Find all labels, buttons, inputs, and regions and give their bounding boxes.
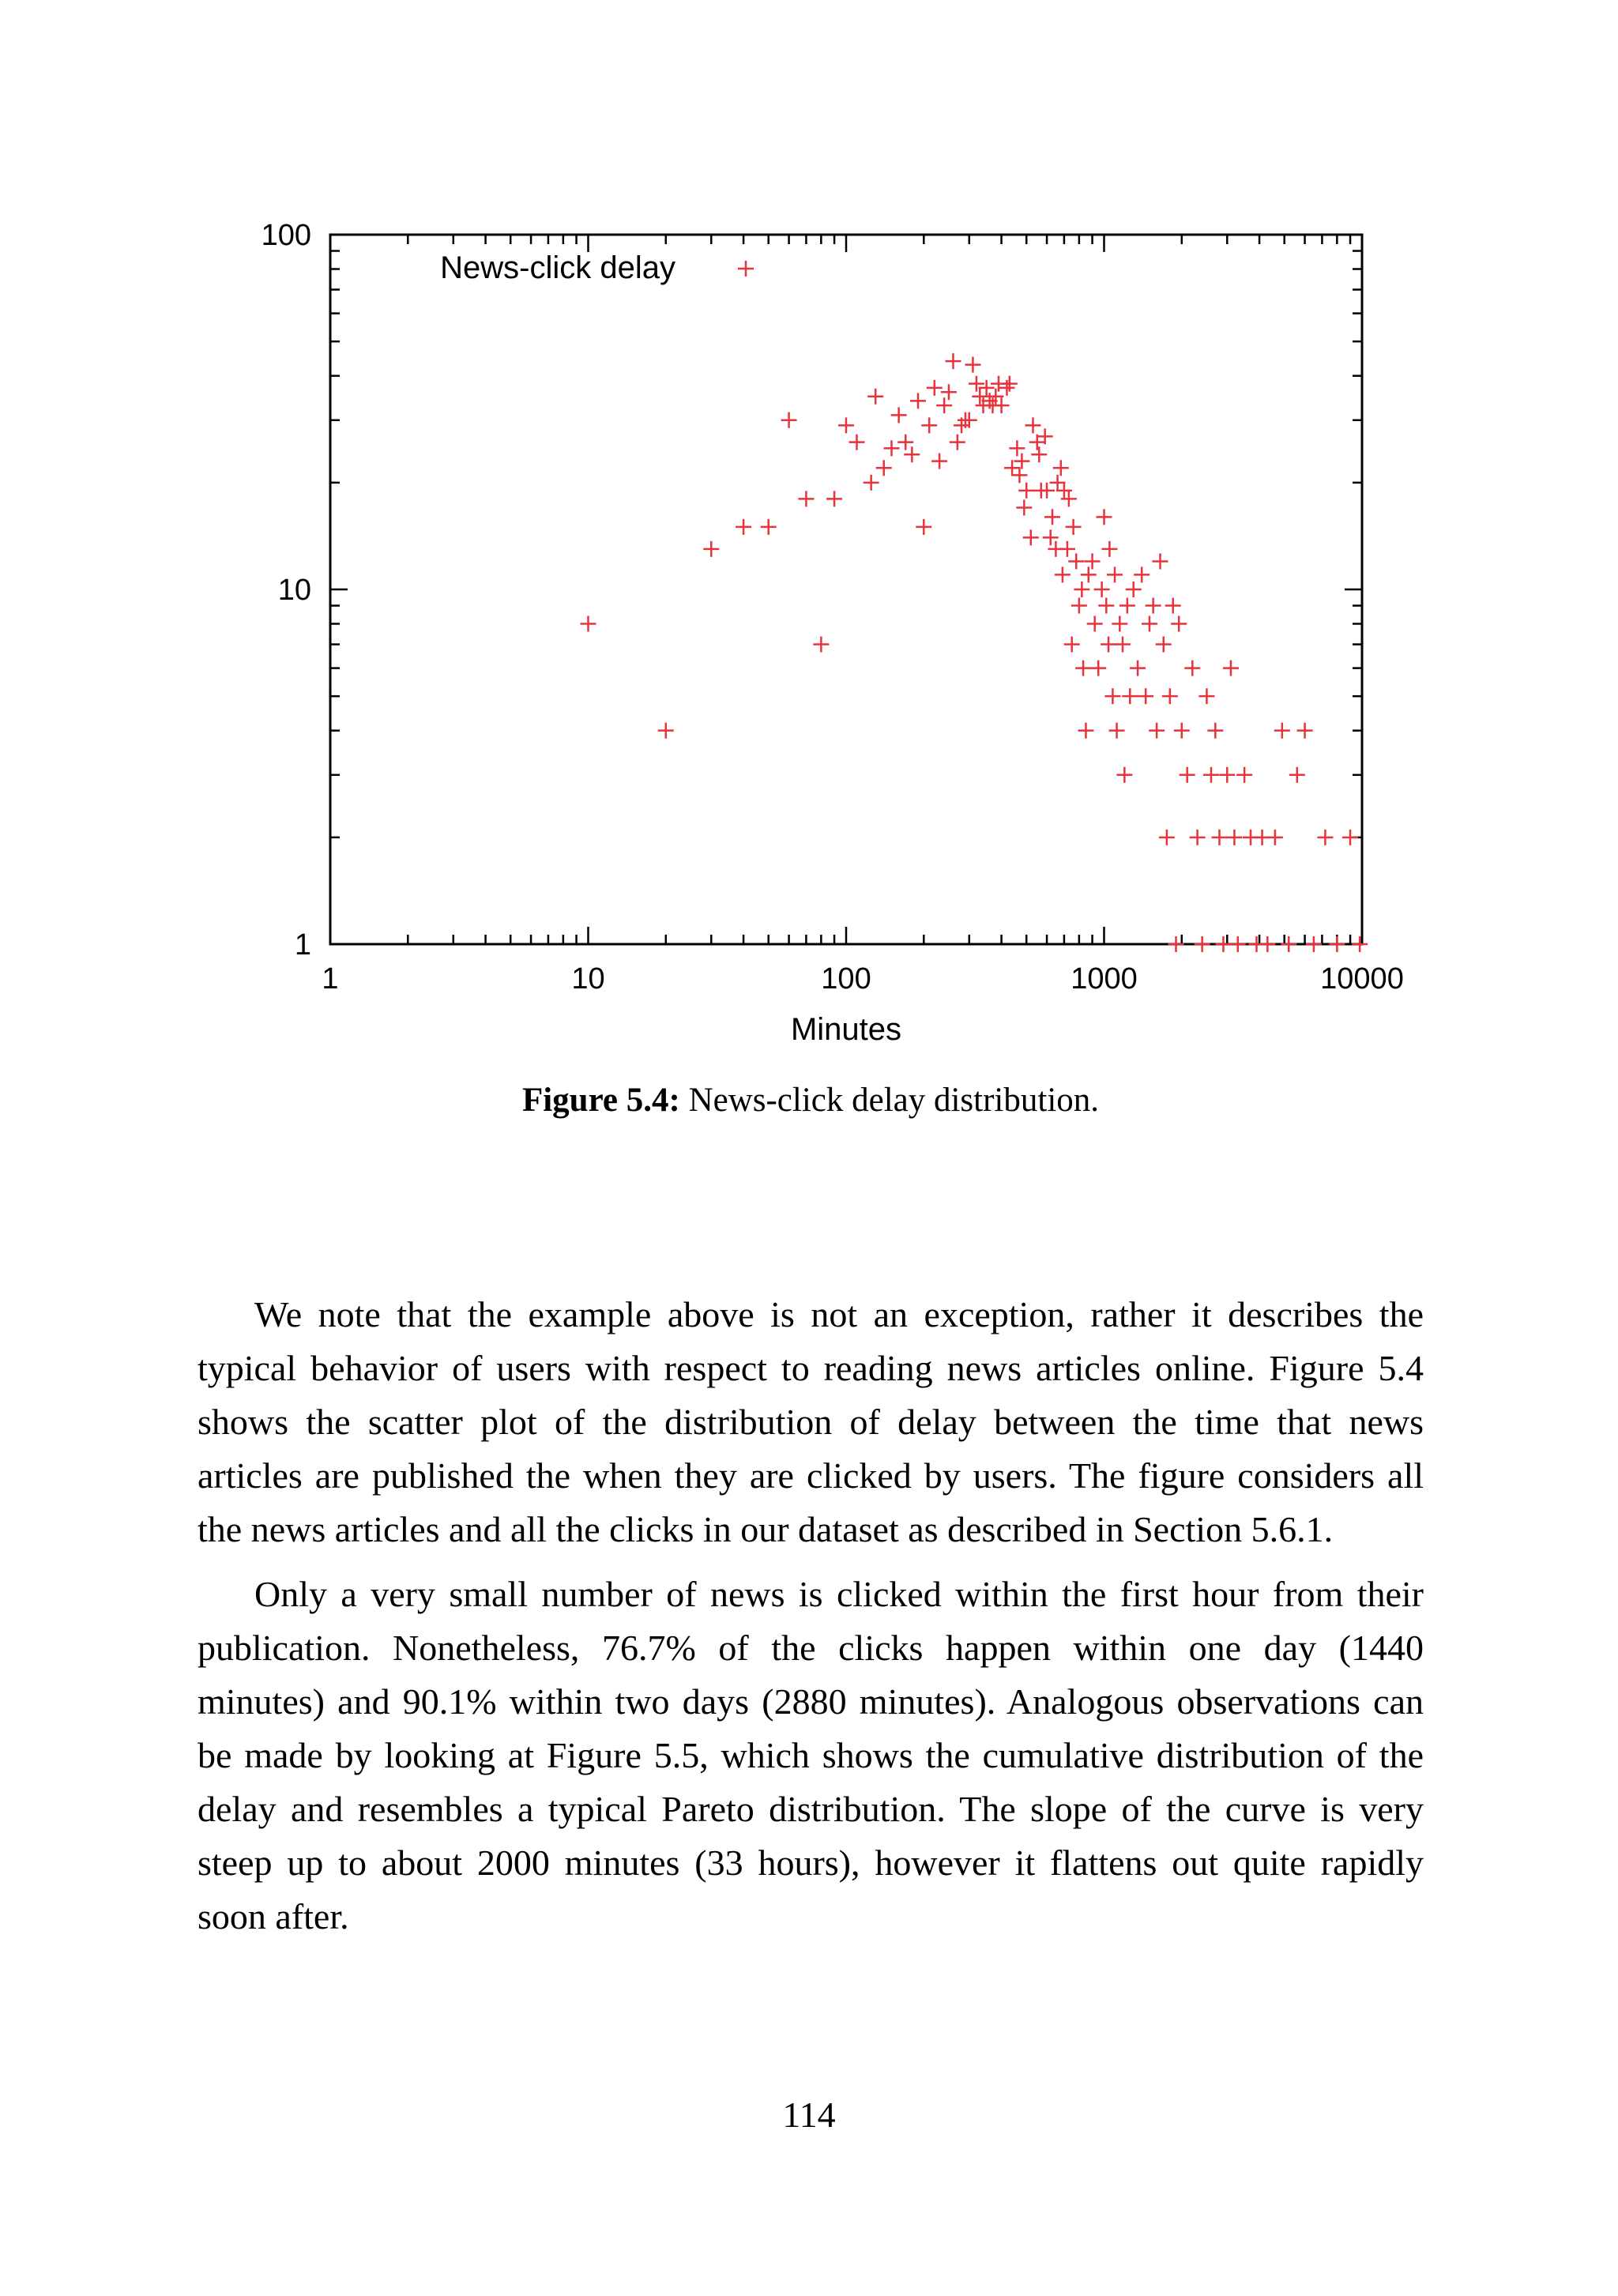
data-point bbox=[1207, 723, 1223, 739]
data-point bbox=[838, 417, 854, 433]
page-number: 114 bbox=[782, 2095, 836, 2135]
paragraph-2: Only a very small number of news is clicked within the first hour from their publication. Nonetheless, 76.7% of the clicks happen within one day (1440 minutes) and 90.1% within two days (2880 minutes). Analogous observations can be made by looking at Figure 5.5, which shows the cumulative distribution of the delay and resembles a typical Pareto distribution. The slope of the curve is very steep up to about 2000 minutes (33 hours), however it flattens out quite rapidly soon after. bbox=[198, 1574, 1424, 1937]
data-point bbox=[1149, 723, 1165, 739]
data-point bbox=[950, 435, 965, 450]
data-point bbox=[1050, 475, 1066, 491]
data-point bbox=[1180, 767, 1195, 783]
data-point bbox=[883, 440, 899, 456]
data-point bbox=[1004, 460, 1020, 476]
data-point bbox=[1190, 830, 1206, 845]
data-point bbox=[1171, 616, 1187, 632]
data-point bbox=[1195, 936, 1210, 952]
data-point bbox=[1174, 723, 1190, 739]
data-point bbox=[1142, 616, 1157, 632]
data-point bbox=[1219, 767, 1235, 783]
data-point bbox=[1112, 616, 1127, 632]
data-point bbox=[927, 380, 943, 396]
x-tick-label: 10000 bbox=[1320, 962, 1404, 996]
data-point bbox=[1002, 376, 1018, 392]
data-point bbox=[1230, 936, 1246, 952]
data-point bbox=[813, 637, 829, 653]
data-point bbox=[1289, 767, 1305, 783]
data-point bbox=[1081, 566, 1097, 582]
data-point bbox=[1090, 661, 1106, 676]
data-point bbox=[1159, 830, 1175, 845]
tick-labels bbox=[262, 219, 1404, 996]
data-point bbox=[1226, 830, 1242, 845]
x-tick-label: 100 bbox=[821, 962, 871, 996]
data-point bbox=[1059, 541, 1075, 557]
data-point bbox=[798, 491, 814, 506]
data-point bbox=[1274, 723, 1290, 739]
data-point bbox=[1074, 582, 1089, 597]
data-point bbox=[931, 454, 947, 469]
plot-frame bbox=[330, 235, 1362, 944]
data-point bbox=[972, 389, 988, 405]
data-point bbox=[945, 353, 961, 369]
data-point bbox=[1031, 446, 1047, 462]
legend-marker bbox=[738, 261, 754, 277]
data-point bbox=[1025, 417, 1040, 433]
data-point bbox=[1211, 830, 1227, 845]
data-point bbox=[979, 380, 995, 396]
data-point bbox=[1078, 723, 1093, 739]
data-point bbox=[761, 519, 777, 535]
data-point bbox=[1107, 566, 1123, 582]
data-point bbox=[1085, 553, 1101, 569]
axis-ticks bbox=[330, 235, 1362, 944]
data-point bbox=[581, 616, 596, 632]
data-point bbox=[1064, 637, 1080, 653]
data-point bbox=[1162, 688, 1178, 704]
x-tick-label: 10 bbox=[571, 962, 605, 996]
data-point bbox=[1116, 767, 1132, 783]
data-point bbox=[1101, 541, 1117, 557]
data-point bbox=[1236, 767, 1252, 783]
data-point bbox=[1153, 553, 1168, 569]
data-point bbox=[1198, 688, 1214, 704]
data-point bbox=[781, 412, 797, 428]
data-point bbox=[1165, 598, 1181, 614]
data-point bbox=[969, 376, 984, 392]
data-point bbox=[916, 519, 931, 535]
data-point bbox=[1109, 723, 1125, 739]
data-point bbox=[1066, 519, 1082, 535]
data-point bbox=[1329, 936, 1345, 952]
data-point bbox=[1352, 936, 1368, 952]
data-point bbox=[1011, 467, 1027, 483]
data-point bbox=[1068, 553, 1084, 569]
data-point bbox=[1156, 637, 1172, 653]
data-point bbox=[736, 519, 751, 535]
data-point bbox=[867, 389, 883, 405]
data-point bbox=[849, 435, 865, 450]
data-point bbox=[1101, 637, 1116, 653]
data-point bbox=[864, 475, 879, 491]
data-point bbox=[1115, 637, 1131, 653]
data-point bbox=[658, 723, 674, 739]
y-tick-label: 100 bbox=[261, 219, 311, 252]
body-text bbox=[198, 1288, 1424, 1955]
data-point bbox=[1122, 688, 1138, 704]
legend-label: News-click delay bbox=[440, 250, 675, 285]
data-point bbox=[1126, 582, 1142, 597]
data-point bbox=[1138, 688, 1153, 704]
y-tick-label: 1 bbox=[294, 928, 311, 962]
scatter-chart bbox=[0, 0, 1618, 1059]
figure-caption-text: News-click delay distribution. bbox=[679, 1082, 1100, 1119]
x-tick-label: 1000 bbox=[1071, 962, 1138, 996]
data-point bbox=[1297, 723, 1313, 739]
data-point bbox=[1094, 582, 1110, 597]
data-point bbox=[1184, 661, 1200, 676]
data-point bbox=[1104, 688, 1120, 704]
figure-label: Figure 5.4: bbox=[521, 1082, 680, 1119]
data-point bbox=[1223, 661, 1239, 676]
data-point bbox=[1267, 830, 1283, 845]
data-point bbox=[826, 491, 842, 506]
figure-caption bbox=[198, 1081, 1424, 1120]
data-point bbox=[1018, 483, 1034, 499]
data-points bbox=[581, 353, 1368, 952]
data-point bbox=[1203, 767, 1219, 783]
data-point bbox=[1134, 566, 1150, 582]
data-point bbox=[1023, 529, 1039, 545]
data-point bbox=[1071, 598, 1087, 614]
data-point bbox=[1055, 566, 1071, 582]
data-point bbox=[1130, 661, 1146, 676]
data-point bbox=[891, 407, 907, 423]
data-point bbox=[1259, 936, 1275, 952]
data-point bbox=[1087, 616, 1103, 632]
x-axis-label: Minutes bbox=[790, 1012, 902, 1047]
data-point bbox=[1317, 830, 1333, 845]
data-point bbox=[1097, 509, 1112, 525]
data-point bbox=[1215, 936, 1231, 952]
data-point bbox=[876, 460, 892, 476]
data-point bbox=[1342, 830, 1358, 845]
data-point bbox=[965, 357, 980, 373]
data-point bbox=[910, 393, 926, 408]
data-point bbox=[1053, 460, 1069, 476]
x-tick-label: 1 bbox=[322, 962, 339, 996]
data-point bbox=[921, 417, 937, 433]
data-point bbox=[1146, 598, 1161, 614]
data-point bbox=[1098, 598, 1114, 614]
data-point bbox=[1044, 509, 1060, 525]
data-point bbox=[1119, 598, 1135, 614]
data-point bbox=[1075, 661, 1091, 676]
y-tick-label: 10 bbox=[277, 574, 311, 607]
legend-marker-symbol bbox=[738, 261, 754, 277]
data-point bbox=[703, 541, 719, 557]
paragraph-1: We note that the example above is not an exception, rather it describes the typical behavior of users with respect to reading news articles online. Figure 5.4 shows the scatter plot of the distribution of delay between the time that news articles are published the when they are clicked by users. The figure considers all the news articles and all the clicks in our dataset as described in Section 5.6.1. bbox=[198, 1294, 1424, 1549]
data-point bbox=[1306, 936, 1322, 952]
data-point bbox=[1281, 936, 1296, 952]
data-point bbox=[999, 380, 1014, 396]
data-point bbox=[1016, 500, 1032, 516]
